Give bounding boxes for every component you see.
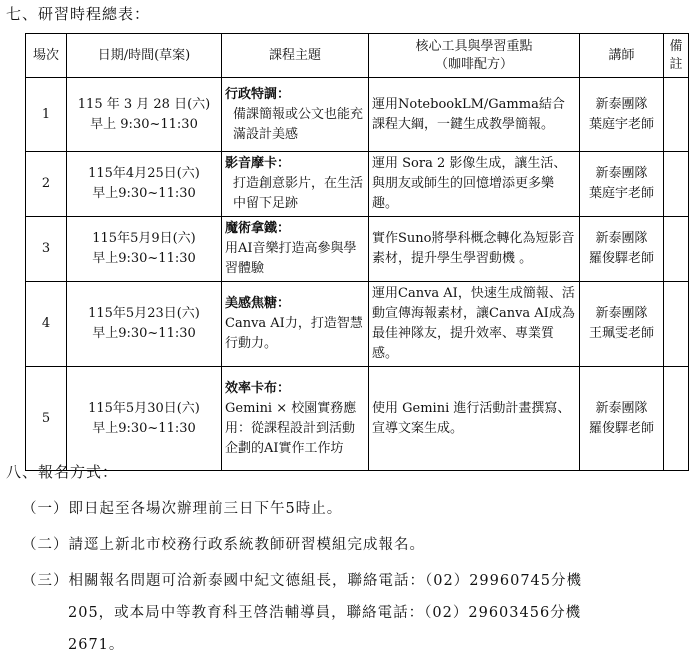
row-date-line2: 早上9:30~11:30 <box>92 186 196 201</box>
row-topic <box>222 78 369 152</box>
header-note-line1: 備 <box>669 38 683 54</box>
row-tools: 運用 Sora 2 影像生成，讓生活、與朋友或師生的回憶增添更多樂趣。 <box>369 152 580 217</box>
row-lecturer-name: 羅俊驛老師 <box>588 420 654 436</box>
row-lecturer-team: 新泰團隊 <box>595 306 648 321</box>
row-date-line2: 早上9:30~11:30 <box>92 326 196 341</box>
table-row <box>26 282 689 367</box>
header-tools <box>369 34 580 78</box>
row-lecturer <box>580 152 664 217</box>
row-note <box>664 367 689 471</box>
row-date-line2: 早上9:30~11:30 <box>92 420 196 436</box>
row-date <box>67 282 222 367</box>
row-no: 3 <box>26 217 67 282</box>
row-date-line1: 115年5月9日(六) <box>92 231 196 246</box>
registration-item-2: （二）請逕上新北市校務行政系統教師研習模組完成報名。 <box>22 537 425 553</box>
row-date-line1: 115年5月23日(六) <box>88 306 200 321</box>
row-topic <box>222 282 369 367</box>
row-date-line1: 115 年 3 月 28 日(六) <box>77 96 211 112</box>
row-note <box>664 217 689 282</box>
row-date-line1: 115年5月30日(六) <box>88 400 200 416</box>
row-note <box>664 282 689 367</box>
row-lecturer-name: 葉庭宇老師 <box>588 186 654 201</box>
row-lecturer-team: 新泰團隊 <box>595 166 648 181</box>
row-date <box>67 367 222 471</box>
row-no: 5 <box>26 367 67 471</box>
row-topic-title: 行政特調： <box>225 86 291 102</box>
row-date <box>67 217 222 282</box>
row-topic-title: 效率卡布： <box>225 380 291 396</box>
row-topic-title: 美感焦糖： <box>225 296 291 311</box>
row-topic <box>222 367 369 471</box>
row-lecturer-name: 葉庭宇老師 <box>588 116 654 132</box>
row-lecturer <box>580 78 664 152</box>
row-topic <box>222 152 369 217</box>
row-topic-desc: 打造創意影片，在生活中留下足跡 <box>233 176 364 211</box>
header-tools-line2: （咖啡配方） <box>434 56 513 72</box>
row-lecturer-team: 新泰團隊 <box>595 400 648 416</box>
row-tools: 運用NotebookLM/Gamma結合課程大綱，一鍵生成教學簡報。 <box>369 78 580 152</box>
header-tools-line1: 核心工具與學習重點 <box>415 38 533 54</box>
row-date-line1: 115年4月25日(六) <box>88 166 200 181</box>
table-header-row <box>26 34 689 78</box>
section-7-title: 七、研習時程總表： <box>6 5 151 23</box>
row-lecturer-team: 新泰團隊 <box>595 96 648 112</box>
row-lecturer <box>580 217 664 282</box>
row-no: 1 <box>26 78 67 152</box>
registration-item-3-line1: （三）相關報名問題可洽新泰國中紀文德組長，聯絡電話：（02）29960745分機 <box>22 573 583 589</box>
header-no: 場次 <box>26 34 67 78</box>
row-tools: 使用 Gemini 進行活動計畫撰寫、宣導文案生成。 <box>369 367 580 471</box>
row-lecturer-name: 王珮雯老師 <box>588 326 654 341</box>
row-topic-desc: 備課簡報或公文也能充滿設計美感 <box>233 106 364 142</box>
header-date: 日期/時間(草案) <box>67 34 222 78</box>
row-tools: 實作Suno將學科概念轉化為短影音素材，提升學生學習動機 。 <box>369 217 580 282</box>
row-date-line2: 早上 9:30~11:30 <box>90 116 198 132</box>
row-date <box>67 78 222 152</box>
registration-item-3-line3: 2671。 <box>68 637 125 653</box>
row-no: 4 <box>26 282 67 367</box>
table-row <box>26 78 689 152</box>
table-row <box>26 217 689 282</box>
section-8-title: 八、報名方式： <box>6 463 119 481</box>
row-lecturer-name: 羅俊驛老師 <box>588 251 654 266</box>
row-no: 2 <box>26 152 67 217</box>
registration-item-1: （一）即日起至各場次辦理前三日下午5時止。 <box>22 501 343 517</box>
header-note-line2: 註 <box>669 56 683 72</box>
table-row <box>26 367 689 471</box>
row-lecturer-team: 新泰團隊 <box>595 231 648 246</box>
row-lecturer <box>580 367 664 471</box>
schedule-table <box>25 33 689 471</box>
row-date-line2: 早上9:30~11:30 <box>92 251 196 266</box>
row-topic-desc: Gemini × 校園實務應用：從課程設計到活動企劃的AI實作工作坊 <box>225 400 357 456</box>
header-lecturer: 講師 <box>580 34 664 78</box>
header-topic: 課程主題 <box>222 34 369 78</box>
registration-item-3-line2: 205，或本局中等教育科王啓浩輔導員，聯絡電話：（02）29603456分機 <box>68 605 582 621</box>
row-topic-title: 影音摩卡： <box>225 156 291 171</box>
row-topic <box>222 217 369 282</box>
header-note <box>664 34 689 78</box>
row-topic-title: 魔術拿鐵： <box>225 221 291 236</box>
row-topic-desc: 用AI音樂打造高參與學習體驗 <box>225 241 357 276</box>
row-note <box>664 152 689 217</box>
row-lecturer <box>580 282 664 367</box>
row-note <box>664 78 689 152</box>
row-tools: 運用Canva AI，快速生成簡報、活動宣傳海報素材，讓Canva AI成為最佳神隊友，提升效率、專業質感。 <box>369 282 580 367</box>
row-date <box>67 152 222 217</box>
table-row <box>26 152 689 217</box>
row-topic-desc: Canva AI力，打造智慧行動力。 <box>225 316 363 351</box>
